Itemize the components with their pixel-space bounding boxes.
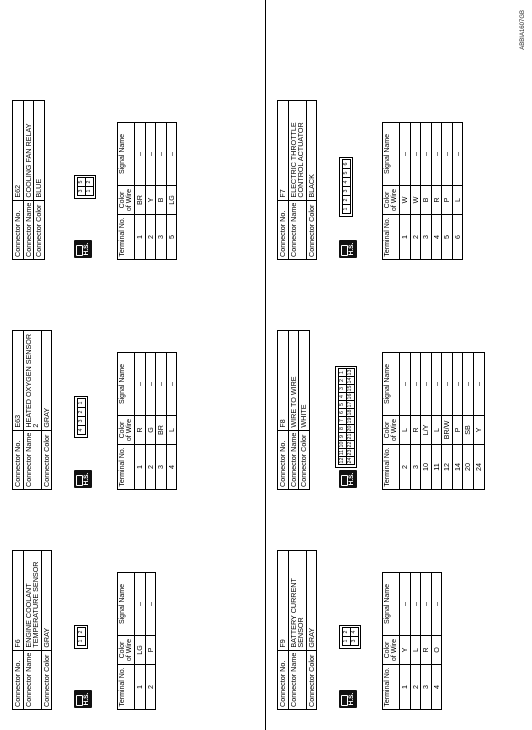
header-value: HEATED OXYGEN SENSOR 2 — [23, 331, 41, 431]
header-value: E63 — [13, 331, 24, 431]
connector-face-icon — [339, 157, 353, 217]
pin-cell: 2 — [338, 376, 347, 385]
signal-name: – — [431, 123, 442, 186]
terminal-no: 20 — [463, 445, 474, 490]
pin-cell: 8 — [338, 424, 347, 433]
pin-cell: 4 — [77, 425, 86, 435]
figure-code: ABBIA1607GB — [520, 10, 526, 50]
table-row — [135, 353, 146, 490]
signal-name-header: Signal Name — [118, 573, 135, 636]
signal-name: – — [431, 353, 442, 416]
terminal-table — [117, 572, 156, 710]
signal-name: – — [166, 123, 177, 186]
terminal-no-header: Terminal No. — [383, 665, 400, 710]
wire-color: SB — [463, 416, 474, 445]
signal-name: – — [135, 123, 146, 186]
header-label: Connector Color — [306, 650, 317, 709]
signal-name: – — [431, 573, 442, 636]
connector-glyph-icon — [76, 695, 83, 706]
header-label: Connector Color — [299, 430, 310, 489]
signal-name-header: Signal Name — [383, 573, 400, 636]
connector-glyph-icon — [76, 475, 83, 486]
wire-color: W — [410, 186, 421, 215]
terminal-no: 6 — [452, 215, 463, 260]
terminal-no: 2 — [145, 445, 156, 490]
hs-label: H.S. — [83, 692, 90, 706]
pin-cell: 3 — [338, 384, 347, 393]
pin-cell: 1 — [77, 398, 86, 408]
pin-cell: 11 — [339, 449, 345, 456]
terminal-no: 2 — [400, 445, 411, 490]
terminal-no: 14 — [452, 445, 463, 490]
signal-name: – — [400, 573, 411, 636]
pin-cell: 24 — [347, 457, 353, 464]
header-value: GRAY — [306, 551, 317, 651]
table-row — [410, 353, 421, 490]
signal-name: – — [145, 123, 156, 186]
header-label: Connector Name — [23, 650, 41, 709]
signal-name-header: Signal Name — [118, 353, 135, 416]
pin-cell: 12 — [339, 457, 345, 464]
signal-name: – — [400, 123, 411, 186]
header-row — [288, 101, 306, 260]
wire-color: R — [135, 416, 146, 445]
signal-name: – — [452, 353, 463, 416]
header-value: WHITE — [299, 331, 310, 431]
header-value: E62 — [13, 101, 24, 201]
pin-cell: 4 — [350, 627, 359, 637]
connector-header-table — [12, 550, 52, 710]
signal-name-header: Signal Name — [383, 353, 400, 416]
connector-panel-f6 — [12, 550, 262, 710]
wire-color: W — [400, 186, 411, 215]
terminal-table-header — [383, 353, 400, 490]
wire-color: LG — [166, 186, 177, 215]
pin-cell: 2 — [342, 195, 351, 205]
terminal-no: 3 — [421, 665, 432, 710]
harness-side-icon — [74, 690, 92, 708]
pin-cell: 5 — [342, 168, 351, 178]
header-row — [41, 331, 52, 490]
header-value: F7 — [278, 101, 289, 201]
pin-cell: 22 — [347, 441, 353, 448]
terminal-table — [117, 122, 177, 260]
table-row — [400, 123, 411, 260]
header-label: Connector No. — [13, 650, 24, 709]
terminal-no-header: Terminal No. — [118, 665, 135, 710]
header-label: Connector Name — [23, 430, 41, 489]
pin-cell: 1 — [342, 204, 351, 214]
connector-panel-f8 — [277, 330, 527, 490]
connector-glyph-icon — [341, 245, 348, 256]
pin-cell: 7 — [338, 416, 347, 425]
terminal-no: 1 — [135, 445, 146, 490]
connector-face-icon — [335, 366, 357, 468]
pin-cell: 6 — [342, 159, 351, 169]
connector-glyph-icon — [341, 475, 348, 486]
terminal-no: 12 — [442, 445, 453, 490]
signal-name-header: Signal Name — [118, 123, 135, 186]
wire-color: L — [400, 416, 411, 445]
terminal-no: 3 — [156, 445, 167, 490]
table-row — [145, 123, 156, 260]
connector-header-table — [12, 330, 52, 490]
pin-cell: 1 — [85, 186, 94, 196]
wire-color-header: Color of Wire — [118, 636, 135, 665]
signal-name: – — [400, 353, 411, 416]
terminal-no: 1 — [400, 215, 411, 260]
harness-side-icon — [339, 690, 357, 708]
wire-color: P — [145, 636, 156, 665]
pin-cell: 18 — [347, 409, 353, 416]
hs-label: H.S. — [83, 472, 90, 486]
terminal-no: 1 — [135, 665, 146, 710]
header-label: Connector No. — [13, 430, 24, 489]
table-row — [473, 353, 484, 490]
terminal-no: 1 — [135, 215, 146, 260]
pin-cell: 9 — [338, 432, 347, 441]
header-value: F8 — [278, 331, 289, 431]
terminal-no: 24 — [473, 445, 484, 490]
header-row — [23, 551, 41, 710]
signal-name: – — [452, 123, 463, 186]
terminal-no: 4 — [166, 445, 177, 490]
terminal-no-header: Terminal No. — [383, 215, 400, 260]
terminal-no-header: Terminal No. — [118, 215, 135, 260]
terminal-table — [382, 572, 442, 710]
harness-side-icon — [339, 240, 357, 258]
table-row — [442, 353, 453, 490]
header-label: Connector Color — [34, 200, 45, 259]
header-label: Connector Name — [288, 200, 306, 259]
terminal-no: 1 — [400, 665, 411, 710]
pin-cell: 1 — [338, 368, 347, 377]
pin-cell: 3 — [77, 416, 86, 426]
connector-panel-f9 — [277, 550, 527, 710]
terminal-table-header — [118, 123, 135, 260]
connector-header-table — [277, 100, 317, 260]
table-row — [421, 123, 432, 260]
harness-side-icon — [339, 470, 357, 488]
signal-name: – — [421, 353, 432, 416]
wire-color: BR — [135, 186, 146, 215]
wire-color: L — [166, 416, 177, 445]
header-row — [288, 331, 299, 490]
harness-side-icon — [74, 240, 92, 258]
terminal-table — [382, 352, 485, 490]
wire-color: P — [452, 416, 463, 445]
connector-header-table — [12, 100, 45, 260]
terminal-table-header — [383, 123, 400, 260]
table-row — [400, 573, 411, 710]
connector-glyph-icon — [341, 695, 348, 706]
terminal-no: 2 — [410, 215, 421, 260]
connector-panel-e63 — [12, 330, 262, 490]
wire-color: Y — [473, 416, 484, 445]
terminal-no: 4 — [431, 215, 442, 260]
signal-name: – — [410, 123, 421, 186]
table-row — [156, 353, 167, 490]
signal-name: – — [156, 123, 167, 186]
wire-color: R — [421, 636, 432, 665]
hs-label: H.S. — [348, 242, 355, 256]
signal-name: – — [135, 573, 146, 636]
pin-cell: 5 — [77, 177, 86, 187]
pin-cell: 2 — [85, 177, 94, 187]
signal-name: – — [421, 123, 432, 186]
table-row — [421, 353, 432, 490]
table-row — [410, 573, 421, 710]
wire-color: L — [410, 636, 421, 665]
header-value: BLUE — [34, 101, 45, 201]
terminal-no: 2 — [410, 665, 421, 710]
terminal-no: 10 — [421, 445, 432, 490]
hs-label: H.S. — [83, 242, 90, 256]
pin-cell: 10 — [339, 441, 345, 448]
header-row — [288, 551, 306, 710]
wire-color: LG — [135, 636, 146, 665]
section-divider — [265, 0, 266, 730]
pin-cell: 1 — [342, 636, 351, 646]
pin-cell: 1 — [77, 636, 86, 646]
header-value: ELECTRIC THROTTLE CONTROL ACTUATOR — [288, 101, 306, 201]
connector-panel-f7 — [277, 100, 527, 260]
signal-name: – — [410, 353, 421, 416]
wire-color: O — [431, 636, 442, 665]
table-row — [135, 123, 146, 260]
pin-cell: 4 — [342, 177, 351, 187]
table-row — [135, 573, 146, 710]
wire-color: L/Y — [421, 416, 432, 445]
terminal-no: 2 — [145, 215, 156, 260]
table-row — [166, 123, 177, 260]
signal-name: – — [442, 353, 453, 416]
header-row — [23, 101, 34, 260]
header-value: F6 — [13, 551, 24, 651]
terminal-no: 3 — [156, 215, 167, 260]
wire-color: R — [410, 416, 421, 445]
terminal-table-header — [118, 573, 135, 710]
wire-color: R — [431, 186, 442, 215]
header-value: GRAY — [41, 551, 52, 651]
connector-panel-e62 — [12, 100, 262, 260]
wire-color: G — [145, 416, 156, 445]
header-label: Connector No. — [278, 200, 289, 259]
table-row — [431, 123, 442, 260]
pin-cell: 20 — [347, 425, 353, 432]
table-row — [166, 353, 177, 490]
wire-color: Y — [400, 636, 411, 665]
signal-name: – — [473, 353, 484, 416]
header-row — [34, 101, 45, 260]
terminal-table — [382, 122, 463, 260]
header-label: Connector No. — [278, 430, 289, 489]
header-row — [23, 331, 41, 490]
terminal-no: 3 — [410, 445, 421, 490]
pin-cell: 3 — [350, 636, 359, 646]
terminal-no: 2 — [145, 665, 156, 710]
header-row — [299, 331, 310, 490]
terminal-no-header: Terminal No. — [118, 445, 135, 490]
header-value: F9 — [278, 551, 289, 651]
table-row — [156, 123, 167, 260]
table-row — [421, 573, 432, 710]
header-row — [278, 101, 289, 260]
terminal-table-header — [383, 573, 400, 710]
signal-name: – — [410, 573, 421, 636]
pin-cell: 16 — [347, 393, 353, 400]
header-row — [278, 551, 289, 710]
pin-cell: 2 — [77, 407, 86, 417]
terminal-no: 5 — [166, 215, 177, 260]
pin-cell: 4 — [338, 392, 347, 401]
signal-name: – — [442, 123, 453, 186]
header-row — [41, 551, 52, 710]
pin-cell: 21 — [347, 433, 353, 440]
signal-name-header: Signal Name — [383, 123, 400, 186]
header-row — [306, 101, 317, 260]
table-row — [452, 123, 463, 260]
wire-color: BR/W — [442, 416, 453, 445]
connector-glyph-icon — [76, 245, 83, 256]
signal-name: – — [166, 353, 177, 416]
connector-face-icon — [74, 175, 96, 199]
header-label: Connector Color — [41, 430, 52, 489]
signal-name: – — [135, 353, 146, 416]
header-label: Connector Name — [288, 430, 299, 489]
wire-color-header: Color of Wire — [383, 186, 400, 215]
connector-header-table — [277, 330, 310, 490]
table-row — [431, 353, 442, 490]
signal-name: – — [156, 353, 167, 416]
pin-cell: 3 — [342, 186, 351, 196]
header-value: GRAY — [41, 331, 52, 431]
pin-cell: 15 — [347, 385, 353, 392]
wire-color: B — [156, 186, 167, 215]
wire-color: BR — [156, 416, 167, 445]
terminal-table-header — [118, 353, 135, 490]
table-row — [410, 123, 421, 260]
terminal-no: 11 — [431, 445, 442, 490]
header-row — [13, 551, 24, 710]
pin-cell: 17 — [347, 401, 353, 408]
table-row — [431, 573, 442, 710]
signal-name: – — [463, 353, 474, 416]
header-value: COOLING FAN RELAY — [23, 101, 34, 201]
signal-name: – — [421, 573, 432, 636]
connector-header-table — [277, 550, 317, 710]
table-row — [145, 353, 156, 490]
wire-color-header: Color of Wire — [383, 636, 400, 665]
pin-cell: 13 — [347, 369, 353, 376]
terminal-table — [117, 352, 177, 490]
terminal-no: 3 — [421, 215, 432, 260]
header-value: BATTERY CURRENT SENSOR — [288, 551, 306, 651]
header-value: ENGINE COOLANT TEMPERATURE SENSOR — [23, 551, 41, 651]
terminal-no: 5 — [442, 215, 453, 260]
terminal-no: 4 — [431, 665, 442, 710]
terminal-no-header: Terminal No. — [383, 445, 400, 490]
signal-name: – — [145, 573, 156, 636]
pin-cell: 2 — [342, 627, 351, 637]
pin-cell: 6 — [338, 408, 347, 417]
wire-color: P — [442, 186, 453, 215]
header-label: Connector Color — [306, 200, 317, 259]
header-row — [278, 331, 289, 490]
wire-color-header: Color of Wire — [118, 186, 135, 215]
header-value: WIRE TO WIRE — [288, 331, 299, 431]
wire-color: L — [452, 186, 463, 215]
connector-face-icon — [74, 625, 88, 649]
header-row — [13, 331, 24, 490]
pin-cell: 14 — [347, 377, 353, 384]
wire-color: Y — [145, 186, 156, 215]
header-value: BLACK — [306, 101, 317, 201]
pin-cell: 3 — [77, 186, 86, 196]
pin-cell: 19 — [347, 417, 353, 424]
hs-label: H.S. — [348, 692, 355, 706]
signal-name: – — [145, 353, 156, 416]
header-label: Connector Name — [23, 200, 34, 259]
connector-face-icon — [74, 396, 88, 438]
pin-cell: 5 — [338, 400, 347, 409]
pin-cell: 2 — [77, 627, 86, 637]
table-row — [463, 353, 474, 490]
header-row — [306, 551, 317, 710]
table-row — [442, 123, 453, 260]
hs-label: H.S. — [348, 472, 355, 486]
table-row — [400, 353, 411, 490]
table-row — [452, 353, 463, 490]
header-row — [13, 101, 24, 260]
harness-side-icon — [74, 470, 92, 488]
header-label: Connector No. — [13, 200, 24, 259]
pin-cell: 23 — [347, 449, 353, 456]
wire-color: B — [421, 186, 432, 215]
header-label: Connector Name — [288, 650, 306, 709]
header-label: Connector Color — [41, 650, 52, 709]
table-row — [145, 573, 156, 710]
connector-face-icon — [339, 625, 361, 649]
wire-color: L — [431, 416, 442, 445]
wire-color-header: Color of Wire — [383, 416, 400, 445]
wire-color-header: Color of Wire — [118, 416, 135, 445]
header-label: Connector No. — [278, 650, 289, 709]
